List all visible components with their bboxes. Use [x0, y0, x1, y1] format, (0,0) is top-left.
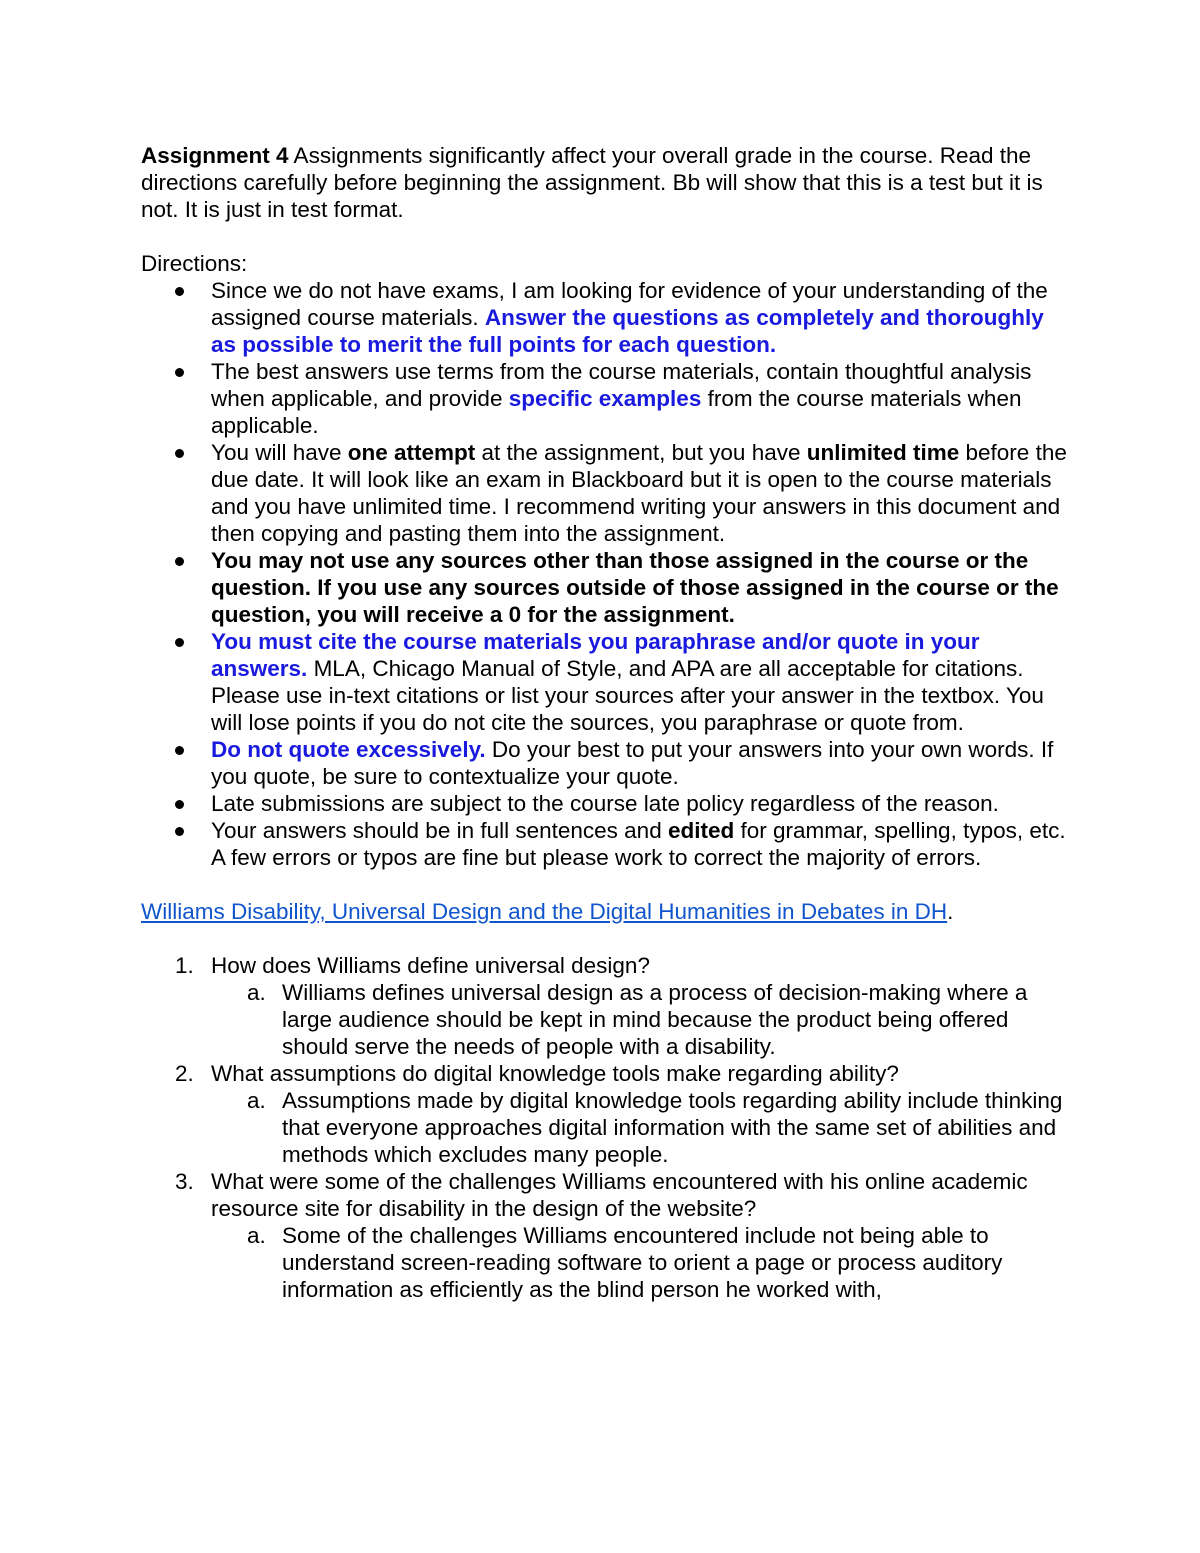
direction-item — [141, 736, 1071, 790]
direction-text: one attempt — [347, 440, 476, 465]
direction-text: MLA, Chicago Manual of Style, and APA are all acceptable for citations. Please use in-text citations or list your sources after your answer in the textbox. You will lose points if you do not cite the sources, you paraphrase or quote from. — [211, 656, 1044, 735]
direction-text: Since we do not have exams, I am looking for evidence of your understanding of the assigned course materials. — [211, 278, 1048, 330]
direction-text: You may not use any sources other than those assigned in the course or the question. If you use any sources outside of those assigned in the course or the question, you will receive a 0 for the assignment. — [211, 548, 1059, 627]
bullet-icon — [175, 827, 184, 836]
direction-item — [141, 277, 1071, 358]
question-item — [141, 1168, 1071, 1303]
answer-item — [211, 1087, 1071, 1168]
bullet-icon — [175, 557, 184, 566]
answer-marker: a. — [247, 1088, 266, 1113]
bullet-icon — [175, 800, 184, 809]
direction-text: You must cite the course materials you paraphrase and/or quote in your answers. — [211, 629, 980, 681]
reading-reference — [141, 898, 1071, 925]
answer-text: Williams defines universal design as a process of decision-making where a large audience should be kept in mind because the product being offered should serve the needs of people with a disability. — [282, 980, 1028, 1059]
direction-item — [141, 358, 1071, 439]
question-number: 1. — [175, 953, 194, 978]
bullet-icon — [175, 368, 184, 377]
answer-list — [211, 979, 1071, 1060]
question-text: What assumptions do digital knowledge tools make regarding ability? — [211, 1061, 899, 1086]
answer-item — [211, 979, 1071, 1060]
question-item — [141, 1060, 1071, 1168]
answer-marker: a. — [247, 1223, 266, 1248]
question-number: 3. — [175, 1169, 194, 1194]
bullet-icon — [175, 287, 184, 296]
answer-text: Some of the challenges Williams encountered include not being able to understand screen-reading software to orient a page or process auditory information as efficiently as the blind person he worked with, — [282, 1223, 1003, 1302]
bullet-icon — [175, 449, 184, 458]
question-item — [141, 952, 1071, 1060]
direction-text: specific examples — [508, 386, 702, 411]
question-text: What were some of the challenges Williams encountered with his online academic resource site for disability in the design of the website? — [211, 1169, 1028, 1221]
bullet-icon — [175, 746, 184, 755]
questions-list — [141, 952, 1071, 1303]
direction-item — [141, 817, 1071, 871]
direction-text: Answer the questions as completely and thoroughly as possible to merit the full points for each question. — [211, 305, 1044, 357]
answer-list — [211, 1222, 1071, 1303]
direction-text: at the assignment, but you have — [475, 440, 807, 465]
question-number: 2. — [175, 1061, 194, 1086]
direction-text: Do your best to put your answers into your own words. If you quote, be sure to contextualize your quote. — [211, 737, 1054, 789]
direction-text: for grammar, spelling, typos, etc. A few errors or typos are fine but please work to correct the majority of errors. — [211, 818, 1066, 870]
assignment-intro — [141, 142, 1071, 223]
answer-text: Assumptions made by digital knowledge tools regarding ability include thinking that everyone approaches digital information with the same set of abilities and methods which excludes many people. — [282, 1088, 1063, 1167]
direction-item — [141, 439, 1071, 547]
directions-list — [141, 277, 1071, 871]
directions-heading: Directions: — [141, 251, 248, 276]
direction-item — [141, 628, 1071, 736]
reading-link-suffix: . — [947, 899, 954, 924]
document-page — [141, 142, 1071, 1303]
assignment-intro-text: Assignments significantly affect your overall grade in the course. Read the directions carefully before beginning the assignment. Bb will show that this is a test but it is not. It is just in test format. — [141, 143, 1043, 222]
direction-text: The best answers use terms from the course materials, contain thoughtful analysis when applicable, and provide — [211, 359, 1032, 411]
assignment-title: Assignment 4 — [141, 143, 289, 168]
direction-text: edited — [667, 818, 735, 843]
direction-text: unlimited time — [806, 440, 960, 465]
direction-text: before the due date. It will look like an exam in Blackboard but it is open to the course materials and you have unlimited time. I recommend writing your answers in this document and then copying and pasting them into the assignment. — [211, 440, 1067, 546]
direction-text: from the course materials when applicable. — [211, 386, 1022, 438]
question-text: How does Williams define universal design? — [211, 953, 650, 978]
answer-item — [211, 1222, 1071, 1303]
direction-text: You will have — [211, 440, 348, 465]
answer-marker: a. — [247, 980, 266, 1005]
direction-text: Late submissions are subject to the course late policy regardless of the reason. — [211, 791, 999, 816]
answer-list — [211, 1087, 1071, 1168]
direction-text: Your answers should be in full sentences and — [211, 818, 668, 843]
direction-item — [141, 790, 1071, 817]
direction-item — [141, 547, 1071, 628]
direction-text: Do not quote excessively. — [211, 737, 486, 762]
reading-link[interactable]: Williams Disability, Universal Design and the Digital Humanities in Debates in DH — [141, 899, 948, 924]
bullet-icon — [175, 638, 184, 647]
